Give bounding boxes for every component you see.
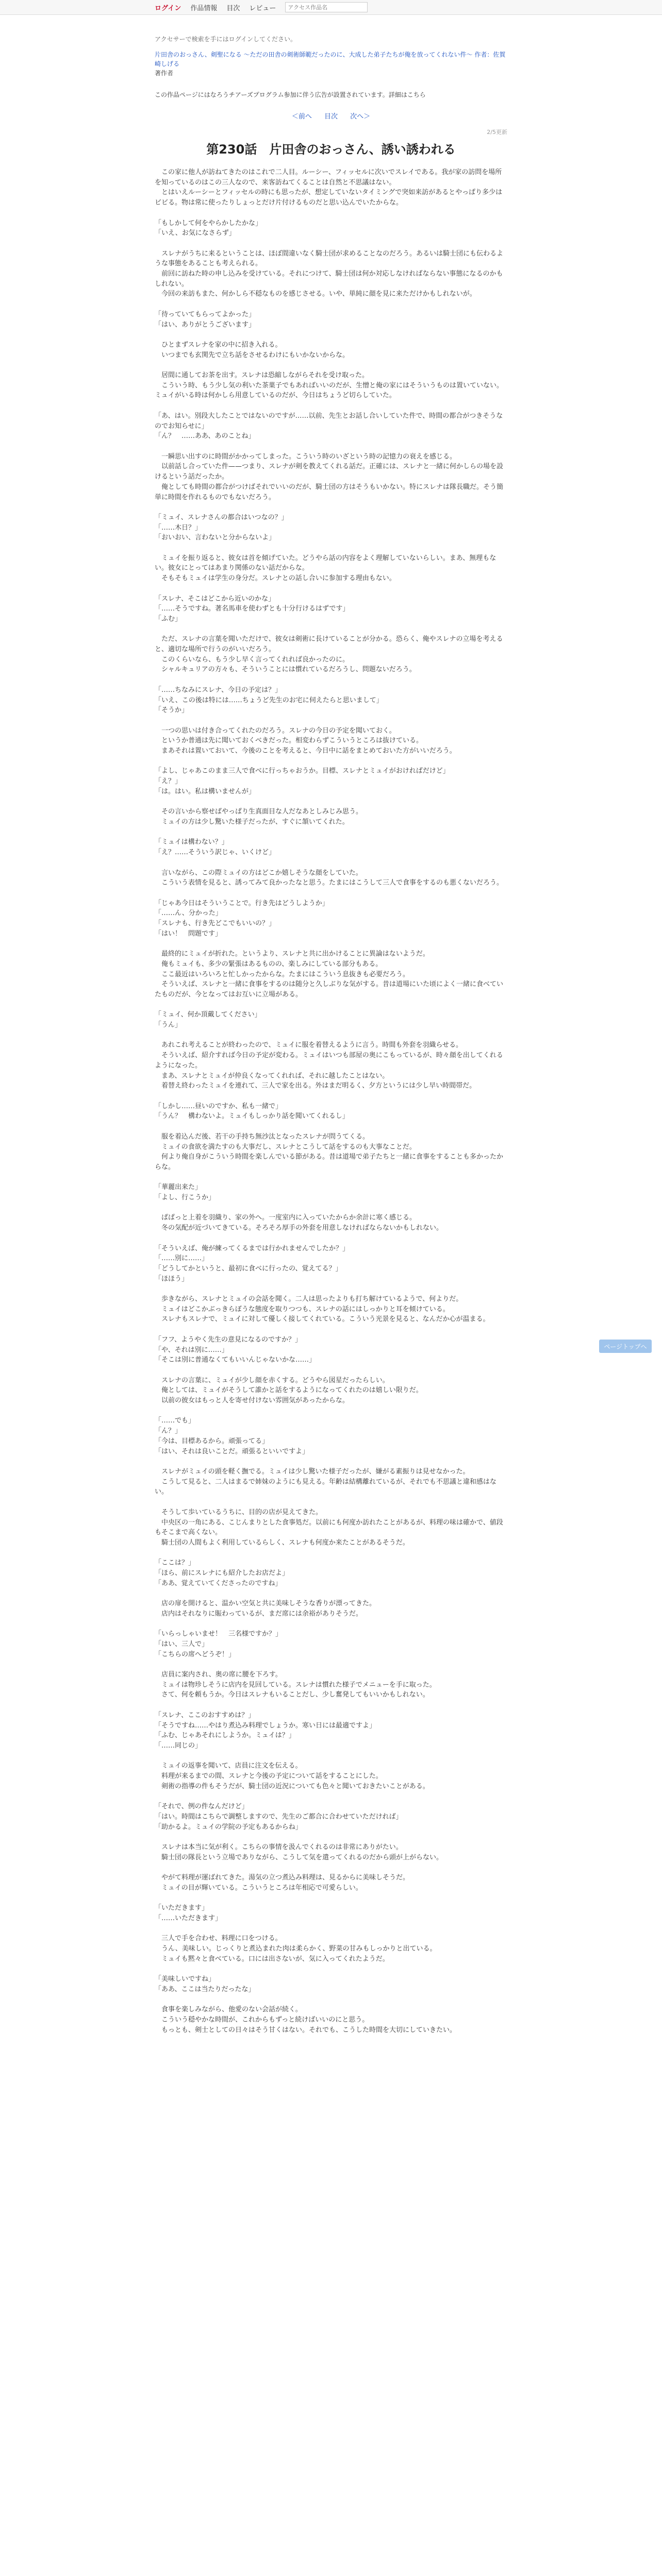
cheers-program-notice: この作品ページにはなろうチアーズプログラム参加に伴う広告が設置されています。詳細はこちら <box>155 91 426 98</box>
chapter-title: 第230話 片田舎のおっさん、誘い誘われる <box>206 142 456 157</box>
author-name[interactable]: 著作者 <box>155 70 174 77</box>
login-link[interactable]: ログイン <box>155 4 181 12</box>
prev-chapter-link[interactable]: ＜前へ <box>291 113 312 121</box>
update-date: 2/5更新 <box>487 129 507 135</box>
toc-link[interactable]: 目次 <box>324 113 338 121</box>
novel-header <box>155 15 507 99</box>
content-column <box>155 15 507 2035</box>
page-top-button[interactable]: ページトップへ <box>599 1340 652 1353</box>
login-notice: アクセサーで検索を手にはログインしてください。 <box>155 36 297 43</box>
tab-table-of-contents[interactable]: 目次 <box>226 4 240 12</box>
chapter-pager-top <box>155 111 507 121</box>
top-navigation-bar <box>0 0 662 15</box>
novel-title-link[interactable]: 片田舎のおっさん、剣聖になる ～ただの田舎の剣術師範だったのに、大成した弟子たちが俺を放ってくれない件～ 作者：佐賀崎しげる <box>155 51 506 67</box>
chapter-body: この家に他人が訪ねてきたのはこれで二人目。ルーシー、フィッセルに次いでスレイである。我が家の訪問を場所を知っているのはこの三人なので、来客訪ねてくることは自然と不思議はない。 とはいえルーシーとフィッセルの時にも思ったが、想定していないタイミングで突如来訪があるとやっぱり多少はビビる。物は常に使ったりしょっとだけ片付けるものだと思い込んでいたからな。 「もしかして何をやらかしたかな」 「いえ、お気になさらず」 スレナがうちに来るということは、ほぼ間違いなく騎士団が求めることなのだろう。あるいは騎士団にも伝わるような事態をあることも考えられる。 前回に訪ねた時の申し込みを受けている。それにつけて、騎士団は何か対応しなければならない事態になるのかもしれない。 今回の来訪もまた、何かしら不穏なものを感じさせる。いや、単純に顔を見に来ただけかもしれないが。 「待っていてもらってよかった」 「はい、ありがとうございます」 ひとまずスレナを家の中に招き入れる。 いつまでも玄関先で立ち話をさせるわけにもいかないからな。 居間に通してお茶を出す。スレナは恐縮しながらそれを受け取った。 こういう時、もう少し気の利いた茶菓子でもあればいいのだが、生憎と俺の家にはそういうものは置いていない。ミュイがいる時は何かしら用意しているのだが、今日はちょうど切らしていた。 「あ、はい。別段大したことではないのですが……以前、先生とお話し合いしていた件で、時間の都合がつきそうなのでお知らせに」 「ん？ ……ああ、あのことね」 一瞬思い出すのに時間がかかってしまった。こういう時のいざという時の記憶力の衰えを感じる。 以前話し合っていた件——つまり、スレナが剣を教えてくれる話だ。正確には、スレナと一緒に何かしらの場を設けるという話だったか。 俺としても時間の都合がつけばそれでいいのだが、騎士団の方はそうもいかない。特にスレナは隊長職だ。そう簡単に時間を作れるものでもないだろう。 「ミュイ、スレナさんの都合はいつなの？」 「……木日？」 「おいおい、言わないと分からないよ」 ミュイを振り返ると、彼女は首を傾げていた。どうやら話の内容をよく理解していないらしい。まあ、無理もない。彼女にとってはあまり関係のない話だからな。 そもそもミュイは学生の身分だ。スレナとの話し合いに参加する理由もない。 「スレナ、そこはどこから近いのかな」 「……そうですね。著名馬車を使わずとも十分行けるはずです」 「ふむ」 ただ、スレナの言葉を聞いただけで、彼女は剣術に長けていることが分かる。恐らく、俺やスレナの立場を考えると、適切な場所で行うのがいいだろう。 このくらいなら、もう少し早く言ってくれれば良かったのに。 シャルキュリアの方々も、そういうことには慣れているだろうし、問題ないだろう。 「……ちなみにスレナ、今日の予定は？」 「いえ、この後は特には……ちょうど先生のお宅に伺えたらと思いまして」 「そうか」 一つの思いは付き合ってくれたのだろう。スレナの今日の予定を聞いておく。 というか普通は先に聞いておくべきだった。相変わらずこういうところは抜けている。 まあそれは置いておいて、今後のことを考えると、今日中に話をまとめておいた方がいいだろう。 「よし、じゃあこのまま三人で食べに行っちゃおうか。目標、スレナとミュイがおければだけど」 「え？」 「は。はい。私は構いませんが」 その言いから察せばやっぱり生真面目な人だなあとしみじみ思う。 ミュイの方は少し驚いた様子だったが、すぐに頷いてくれた。 「ミュイは構わない？」 「え？……そういう訳じゃ、いくけど」 言いながら、この際ミュイの方はどこか嬉しそうな顔をしていた。 こういう表情を見ると、誘ってみて良かったなと思う。たまにはこうして三人で食事をするのも悪くないだろう。 「じゃあ今日はそういうことで。行き先はどうしようか」 「……ん、分かった」 「スレナも、行き先どこでもいいの？」 「はい！ 問題です」 最終的にミュイが折れた。というより、スレナと共に出かけることに異論はないようだ。 俺もミュイも、多少の緊張はあるものの、楽しみにしている部分もある。 ここ最近はいろいろと忙しかったからな。たまにはこういう息抜きも必要だろう。 そういえば、スレナと一緒に食事をするのは随分と久しぶりな気がする。昔は道場にいた頃によく一緒に食べていたものだが、今となってはお互いに立場がある。 「ミュイ、何か頂戴してください」 「うん」 あれこれ考えることが終わったので、ミュイに服を着替えるように言う。時間も外套を羽織らせる。 そういえば、紹介すれば今日の予定が変わる。ミュイはいつも部屋の奥にこもっているが、時々顔を出してくれるようになった。 まあ、スレナとミュイが仲良くなってくれれば、それに越したことはない。 着替え終わったミュイを連れて、三人で家を出る。外はまだ明るく、夕方というには少し早い時間帯だ。 「しかし……昼いのですか、私も一緒で」 「うん？ 構わないよ。ミュイもしっかり話を聞いてくれるし」 服を着込んだ後、若干の手持ち無沙汰となったスレナが問うてくる。 ミュイの食欲を満たすのも大事だし、スレナとこうして話をするのも大事なことだ。 何より俺自身がこういう時間を楽しんでいる節がある。昔は道場で弟子たちと一緒に食事をすることも多かったからな。 「華麗出来た」 「よし、行こうか」 ぱぱっと上着を羽織り、家の外へ。一度室内に入っていたからか余計に寒く感じる。 冬の気配が近づいてきている。そろそろ厚手の外套を用意しなければならないかもしれない。 「そういえば、俺が練ってくるまでは行かれませんでしたか？」 「……別に……」 「どうしてかというと、最初に食べに行ったの、覚えてる？」 「ほほう」 歩きながら、スレナとミュイの会話を聞く。二人は思ったよりも打ち解けているようで、何よりだ。 ミュイはどこかぶっきらぼうな態度を取りつつも、スレナの話にはしっかりと耳を傾けている。 スレナもスレナで、ミュイに対して優しく接してくれている。こういう光景を見ると、なんだか心が温まる。 「フフ、ようやく先生の意見になるのですか？」 「や、それは別に……」 「そこは別に普通なくてもいいんじゃないかな……」 スレナの言葉に、ミュイが少し顔を赤くする。どうやら図星だったらしい。 俺としては、ミュイがそうして誰かと話をするようになってくれたのは嬉しい限りだ。 以前の彼女はもっと人を寄せ付けない雰囲気があったからな。 「……でも」 「ん？」 「今は、目標あるから。頑張ってる」 「はい、それは良いことだ。頑張るといいですよ」 スレナがミュイの頭を軽く撫でる。ミュイは少し驚いた様子だったが、嫌がる素振りは見せなかった。 こうして見ると、二人はまるで姉妹のようにも見える。年齢は結構離れているが、それでも不思議と違和感はない。 そうして歩いているうちに、目的の店が見えてきた。 中央区の一角にある、こじんまりとした食事処だ。以前にも何度か訪れたことがあるが、料理の味は確かで、値段もそこまで高くない。 騎士団の人間もよく利用しているらしく、スレナも何度か来たことがあるそうだ。 「ここは？」 「ほら、前にスレナにも紹介したお店だよ」 「ああ、覚えていてくださったのですね」 店の扉を開けると、温かい空気と共に美味しそうな香りが漂ってきた。 店内はそれなりに賑わっているが、まだ席には余裕がありそうだ。 「いらっしゃいませ！ 三名様ですか？」 「はい、三人で」 「こちらの席へどうぞ！」 店員に案内され、奥の席に腰を下ろす。 ミュイは物珍しそうに店内を見回している。スレナは慣れた様子でメニューを手に取った。 さて、何を頼もうか。今日はスレナもいることだし、少し奮発してもいいかもしれない。 「スレナ、ここのおすすめは？」 「そうですね……やはり煮込み料理でしょうか。寒い日には最適ですよ」 「ふむ、じゃあそれにしようか。ミュイは？」 「……同じの」 ミュイの返事を聞いて、店員に注文を伝える。 料理が来るまでの間、スレナと今後の予定について話をすることにした。 剣術の指導の件もそうだが、騎士団の近況についても色々と聞いておきたいことがある。 「それで、例の件なんだけど」 「はい。時間はこちらで調整しますので、先生のご都合に合わせていただければ」 「助かるよ。ミュイの学院の予定もあるからね」 スレナは本当に気が利く。こちらの事情を汲んでくれるのは非常にありがたい。 騎士団の隊長という立場でありながら、こうして気を遣ってくれるのだから頭が上がらない。 やがて料理が運ばれてきた。湯気の立つ煮込み料理は、見るからに美味しそうだ。 ミュイの目が輝いている。こういうところは年相応で可愛らしい。 「いただきます」 「……いただきます」 三人で手を合わせ、料理に口をつける。 うん、美味しい。じっくりと煮込まれた肉は柔らかく、野菜の甘みもしっかりと出ている。 ミュイも黙々と食べている。口には出さないが、気に入ってくれたようだ。 「美味しいですね」 「ああ、ここは当たりだったな」 食事を楽しみながら、他愛のない会話が続く。 こういう穏やかな時間が、これからもずっと続けばいいのにと思う。 もっとも、剣士としての日々はそう甘くはない。それでも、こうした時間を大切にしていきたい。 <box>155 168 504 2034</box>
tab-reviews[interactable]: レビュー <box>249 4 276 12</box>
tab-work-info[interactable]: 作品情報 <box>190 4 218 12</box>
search-input[interactable] <box>285 2 368 12</box>
next-chapter-link[interactable]: 次へ＞ <box>350 113 371 121</box>
